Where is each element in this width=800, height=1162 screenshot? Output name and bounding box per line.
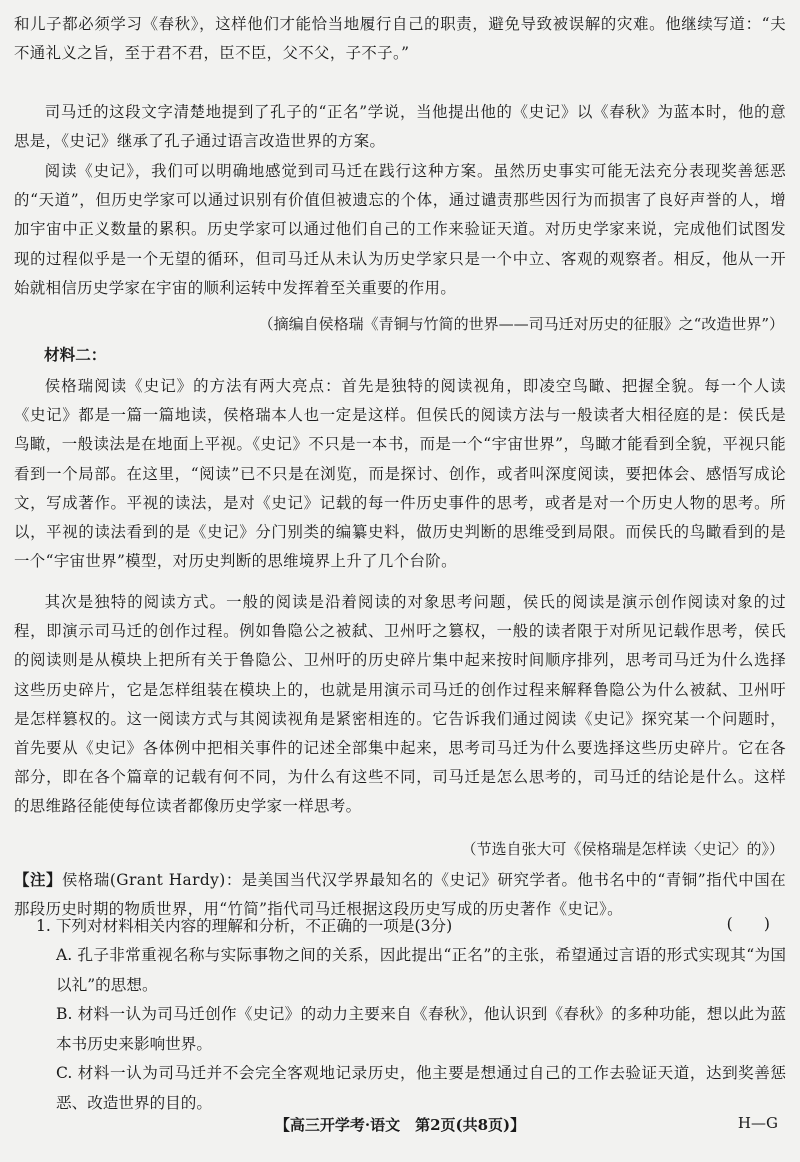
paragraph-reading-method: 其次是独特的阅读方式。一般的阅读是沿着阅读的对象思考问题，侯氏的阅读是演示创作阅读对象的过程，即演示司马迁的创作过程。例如鲁隐公之被弑、卫州吁之篡权，一般的读者限于对所见记载作思考，侯氏的阅读则是从模块上把所有关于鲁隐公、卫州吁的历史碎片集中起来按时间顺序排列，思考司马迁为什么选择这些历史碎片，它是怎样组装在模块上的，也就是用演示司马迁的创作过程来解释鲁隐公为什么被弑、卫州吁是怎样篡权的。这一阅读方式与其阅读视角是紧密相连的。它告诉我们通过阅读《史记》探究某一个问题时，首先要从《史记》各体例中把相关事件的记述全部集中起来，思考司马迁为什么要选择这些历史碎片。它在各部分，即在各个篇章的记载有何不同，为什么有这些不同，司马迁是怎么思考的，司马迁的结论是什么。这样的思维路径能使每位读者都像历史学家一样思考。 (14, 593, 786, 816)
paragraph-continuation: 和儿子都必须学习《春秋》，这样他们才能恰当地履行自己的职责，避免导致被误解的灾难。他继续写道：“夫不通礼义之旨，至于君不君，臣不臣，父不父，子不子。” (14, 15, 786, 63)
paragraph-reading-perspective: 侯格瑞阅读《史记》的方法有两大亮点：首先是独特的阅读视角，即凌空鸟瞰、把握全貌。每一个人读《史记》都是一篇一篇地读，侯格瑞本人也一定是这样。但侯氏的阅读方法与一般读者大相径庭的是：侯氏是鸟瞰，一般读法是在地面上平视。《史记》不只是一本书，而是一个“宇宙世界”，鸟瞰才能看到全貌，平视只能看到一个局部。在这里，“阅读”已不只是在浏览，而是探讨、创作，或者叫深度阅读，要把体会、感悟写成论文，写成著作。平视的读法，是对《史记》记载的每一件历史事件的思考，或者是对一个历史人物的思考。所以，平视的读法看到的是《史记》分门别类的编纂史料，做历史判断的思维受到局限。而侯氏的鸟瞰看到的是一个“宇宙世界”模型，对历史判断的思维境界上升了几个台阶。 (14, 377, 786, 571)
option-b[interactable]: B. 材料一认为司马迁创作《史记》的动力主要来自《春秋》，他认识到《春秋》的多种功能，想以此为蓝本书历史来影响世界。 (56, 1005, 786, 1053)
material2-heading: 材料二： (44, 345, 107, 364)
note-tag: 【注】 (14, 871, 62, 889)
footer-page-info: 【高三开学考·语文 第2页(共8页)】 (274, 1116, 526, 1134)
paragraph-zhengming: 司马迁的这段文字清楚地提到了孔子的“正名”学说，当他提出他的《史记》以《春秋》为蓝本时，他的意思是，《史记》继承了孔子通过语言改造世界的方案。 (14, 103, 786, 151)
source-citation-material1: （摘编自侯格瑞《青铜与竹简的世界——司马迁对历史的征服》之“改造世界”） (258, 315, 784, 333)
option-a[interactable]: A. 孔子非常重视名称与实际事物之间的关系，因此提出“正名”的主张，希望通过言语的形式实现其“为国以礼”的思想。 (56, 946, 786, 994)
page-footer (0, 1114, 800, 1138)
note-text: 侯格瑞(Grant Hardy)：是美国当代汉学界最知名的《史记》研究学者。他书名中的“青铜”指代中国在那段历史时期的物质世界，用“竹简”指代司马迁根据这段历史写成的历史著作《史记》。 (14, 871, 786, 919)
option-c[interactable]: C. 材料一认为司马迁并不会完全客观地记录历史，他主要是想通过自己的工作去验证天道，达到奖善惩恶、改造世界的目的。 (56, 1064, 786, 1112)
paragraph-tiandao: 阅读《史记》，我们可以明确地感觉到司马迁在践行这种方案。虽然历史事实可能无法充分表现奖善惩恶的“天道”，但历史学家可以通过识别有价值但被遗忘的个体，通过谴责那些因行为而损害了良好声誉的人，增加宇宙中正义数量的累积。历史学家可以通过他们自己的工作来验证天道。对历史学家来说，完成他们试图发现的过程似乎是一个无望的循环，但司马迁从未认为历史学家只是一个中立、客观的观察者。相反，他从一开始就相信历史学家在宇宙的顺利运转中发挥着至关重要的作用。 (14, 162, 786, 297)
source-citation-material2: （节选自张大可《侯格瑞是怎样读〈史记〉的》） (461, 840, 784, 858)
footer-code: H—G (737, 1114, 778, 1132)
answer-blank[interactable]: ( ) (726, 915, 770, 933)
question-stem: 1. 下列对材料相关内容的理解和分析，不正确的一项是(3分) (36, 917, 453, 935)
